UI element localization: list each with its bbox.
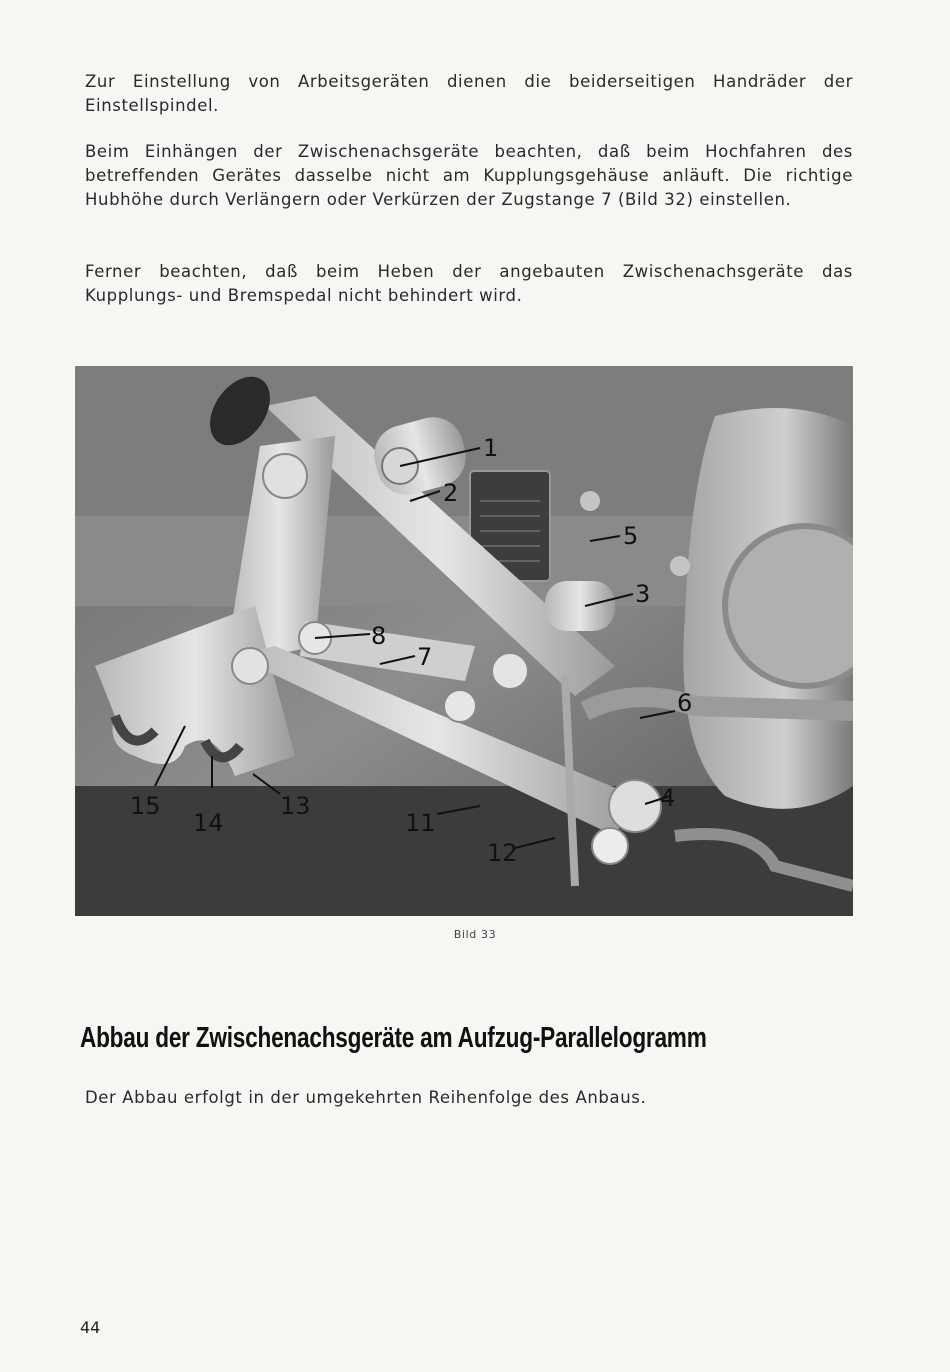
svg-text:11: 11 bbox=[405, 809, 436, 837]
hitch-photo-illustration bbox=[75, 366, 853, 916]
svg-text:4: 4 bbox=[660, 784, 676, 812]
page-number: 44 bbox=[80, 1318, 101, 1337]
svg-text:7: 7 bbox=[417, 643, 433, 671]
svg-text:15: 15 bbox=[130, 792, 161, 820]
paragraph-handwheels: Zur Einstellung von Arbeitsgeräten dienen die beiderseitigen Handräder der Einstellspindel. bbox=[85, 72, 853, 115]
svg-text:1: 1 bbox=[483, 434, 499, 462]
paragraph-pedals: Ferner beachten, daß beim Heben der angebauten Zwischenachsgeräte das Kupplungs- und Bremspedal nicht behindert wird. bbox=[85, 262, 853, 305]
svg-text:8: 8 bbox=[371, 622, 387, 650]
paragraph-removal: Der Abbau erfolgt in der umgekehrten Reihenfolge des Anbaus. bbox=[85, 1088, 647, 1107]
figure-caption: Bild 33 bbox=[453, 928, 497, 941]
svg-text:5: 5 bbox=[623, 522, 639, 550]
svg-text:6: 6 bbox=[677, 689, 693, 717]
figure-hitch-photo bbox=[75, 366, 853, 916]
svg-text:3: 3 bbox=[635, 580, 651, 608]
svg-text:14: 14 bbox=[193, 809, 224, 837]
svg-text:12: 12 bbox=[487, 839, 518, 867]
paragraph-hitching: Beim Einhängen der Zwischenachsgeräte beachten, daß beim Hochfahren des betreffenden Gerätes dasselbe nicht am Kupplungsgehäuse anläuft. Die richtige Hubhöhe durch Verlängern oder Verkürzen der Zugstange 7 (Bild 32) einstellen. bbox=[85, 142, 853, 209]
svg-text:13: 13 bbox=[280, 792, 311, 820]
section-heading: Abbau der Zwischenachsgeräte am Aufzug-Parallelogramm bbox=[80, 1022, 707, 1054]
svg-text:2: 2 bbox=[443, 479, 459, 507]
